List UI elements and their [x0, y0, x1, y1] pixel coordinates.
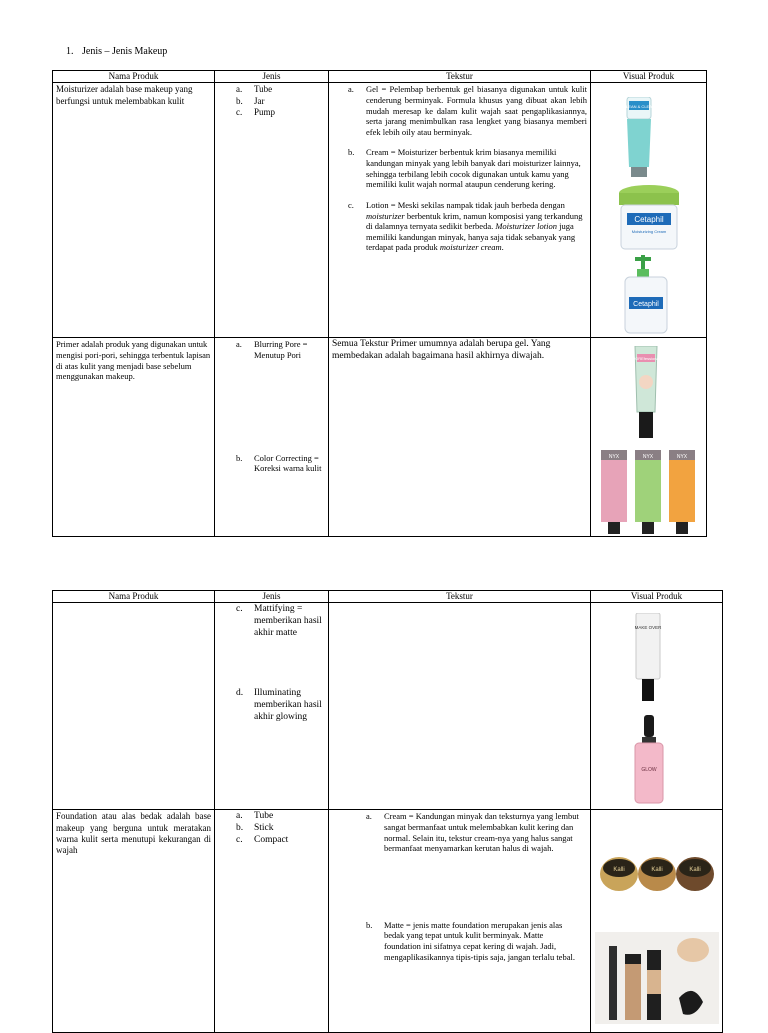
table-header-row [53, 71, 707, 83]
cell-textures [329, 810, 591, 1033]
col-jenis: Jenis [215, 591, 329, 603]
svg-text:Kalli: Kalli [651, 867, 663, 874]
porefessional-primer-image [631, 346, 661, 440]
makeup-table-1 [52, 70, 707, 537]
cetaphil-jar-image [617, 183, 681, 253]
cell-types [215, 810, 329, 1033]
moisturizer-visuals [591, 83, 706, 337]
cell-visual [591, 603, 723, 810]
col-nama-produk: Nama Produk [53, 71, 215, 83]
makeover-mattifying-primer-image [633, 613, 663, 703]
primer-texture-text: Semua Tekstur Primer umumnya adalah berupa gel. Yang membedakan adalah bagaimana hasil akhirnya diwajah. [332, 339, 551, 362]
svg-text:NYX: NYX [676, 454, 688, 461]
cell-texture [329, 338, 591, 537]
heading-number: 1. [66, 46, 74, 57]
list-item: c. Mattifying = memberikan hasil akhir matte [236, 604, 322, 638]
svg-text:Cetaphil: Cetaphil [634, 215, 664, 225]
cell-texture [329, 603, 591, 810]
list-item: c. Lotion = Meski sekilas nampak tidak jauh berbeda dengan moisturizer berbentuk krim, namun komposisi yang terkandung di dalamnya ternyata sedikit berbeda. Moisturizer lotion juga memiliki kandungan minyak, hanya saja tidak sebanyak yang terdapat pada produk moisturizer cream. [348, 199, 583, 253]
col-nama-produk: Nama Produk [53, 591, 215, 603]
list-item: b. Cream = Moisturizer berbentuk krim biasanya memiliki kandungan minyak yang lebih banyak dari moisturizer lainnya, sehingga terbilang lebih cocok digunakan untuk kamu yang memiliki kulit wajah normal ataupun cenderung kering. [348, 147, 581, 190]
cell-name [53, 83, 215, 338]
svg-text:NYX: NYX [642, 454, 654, 461]
primer-visuals-2 [591, 603, 722, 809]
svg-text:GLOW: GLOW [641, 767, 657, 774]
svg-text:POREfessional: POREfessional [632, 356, 660, 362]
list-item: a. Tube [236, 811, 274, 822]
cell-name [53, 810, 215, 1033]
list-item: b. Jar [236, 95, 265, 106]
clean-clear-tube-image [619, 97, 659, 179]
svg-text:Moisturizing Cream: Moisturizing Cream [631, 229, 667, 235]
moisturizer-description: Moisturizer adalah base makeup yang berfungsi untuk melembabkan kulit [56, 84, 193, 106]
col-visual-produk: Visual Produk [591, 71, 707, 83]
svg-text:Cetaphil: Cetaphil [633, 301, 659, 309]
nyx-color-correcting-image [601, 450, 697, 534]
primer-description: Primer adalah produk yang digunakan untuk mengisi pori-pori, sehingga terbentuk lapisan di atas kulit yang menjadi base sebelum menggunakan makeup. [56, 339, 211, 382]
illuminating-glow-serum-image [631, 715, 667, 807]
list-item: a. Tube [236, 84, 273, 95]
section-heading [66, 46, 173, 57]
cell-types [215, 338, 329, 537]
list-item: c. Compact [236, 835, 289, 845]
list-item: b. Stick [236, 823, 274, 834]
svg-text:MAKE OVER: MAKE OVER [634, 625, 662, 631]
foundation-visuals [591, 810, 722, 1032]
kalli-compact-image [599, 848, 715, 896]
svg-text:Kalli: Kalli [613, 867, 625, 874]
col-jenis: Jenis [215, 71, 329, 83]
list-item: a. Blurring Pore = Menutup Pori [236, 339, 308, 360]
table-row-primer [53, 338, 707, 537]
list-item: a. Cream = Kandungan minyak dan teksturnya yang lembut sangat bermanfaat untuk melembabkan kulit kering dan normal. Selain itu, tekstur cream-nya yang halus sangat bermanfaat menyamarkan kerutan halus di wajah. [366, 811, 579, 854]
list-item: d. Illuminating memberikan hasil akhir glowing [236, 687, 322, 722]
col-tekstur: Tekstur [329, 591, 591, 603]
foundation-flatlay-image [595, 932, 719, 1024]
cell-textures [329, 83, 591, 338]
svg-text:CLEAN & CLEAR: CLEAN & CLEAR [623, 104, 655, 110]
cell-types [215, 603, 329, 810]
heading-text: Jenis – Jenis Makeup [82, 46, 168, 57]
list-item: c. Pump [236, 106, 276, 117]
makeup-table-2 [52, 590, 723, 1033]
table-header-row [53, 591, 723, 603]
svg-text:Kalli: Kalli [689, 867, 701, 874]
svg-text:NYX: NYX [608, 454, 620, 461]
cell-name [53, 603, 215, 810]
table-row-moisturizer [53, 83, 707, 338]
list-item: b. Color Correcting = Koreksi warna kulit [236, 452, 322, 474]
table-row-foundation [53, 810, 723, 1033]
foundation-description: Foundation atau alas bedak adalah base makeup yang berguna untuk meratakan warna kulit serta menutupi kekurangan di wajah [56, 811, 211, 855]
cetaphil-pump-image [621, 255, 671, 335]
cell-types [215, 83, 329, 338]
primer-visuals [591, 338, 706, 536]
cell-visual [591, 83, 707, 338]
table-row-primer-continued [53, 603, 723, 810]
col-visual-produk: Visual Produk [591, 591, 723, 603]
list-item: a. Gel = Pelembap berbentuk gel biasanya digunakan untuk kulit cenderung berminyak. Formula khusus yang dibuat akan lebih mudah meresap ke dalam kulit wajah saat pengaplikasiannya, serta jarang menimbulkan rasa lengket yang biasanya memberi efek lebih oily atau berminyak. [348, 84, 587, 137]
col-tekstur: Tekstur [329, 71, 591, 83]
cell-name [53, 338, 215, 537]
cell-visual [591, 338, 707, 537]
cell-visual [591, 810, 723, 1033]
list-item: b. Matte = jenis matte foundation merupakan jenis alas bedak yang tepat untuk kulit berminyak. Matte foundation ini sifatnya cepat kering di wajah. Jadi, mengaplikasikannya tipis-tipis saja, jangan terlalu tebal. [366, 919, 575, 962]
